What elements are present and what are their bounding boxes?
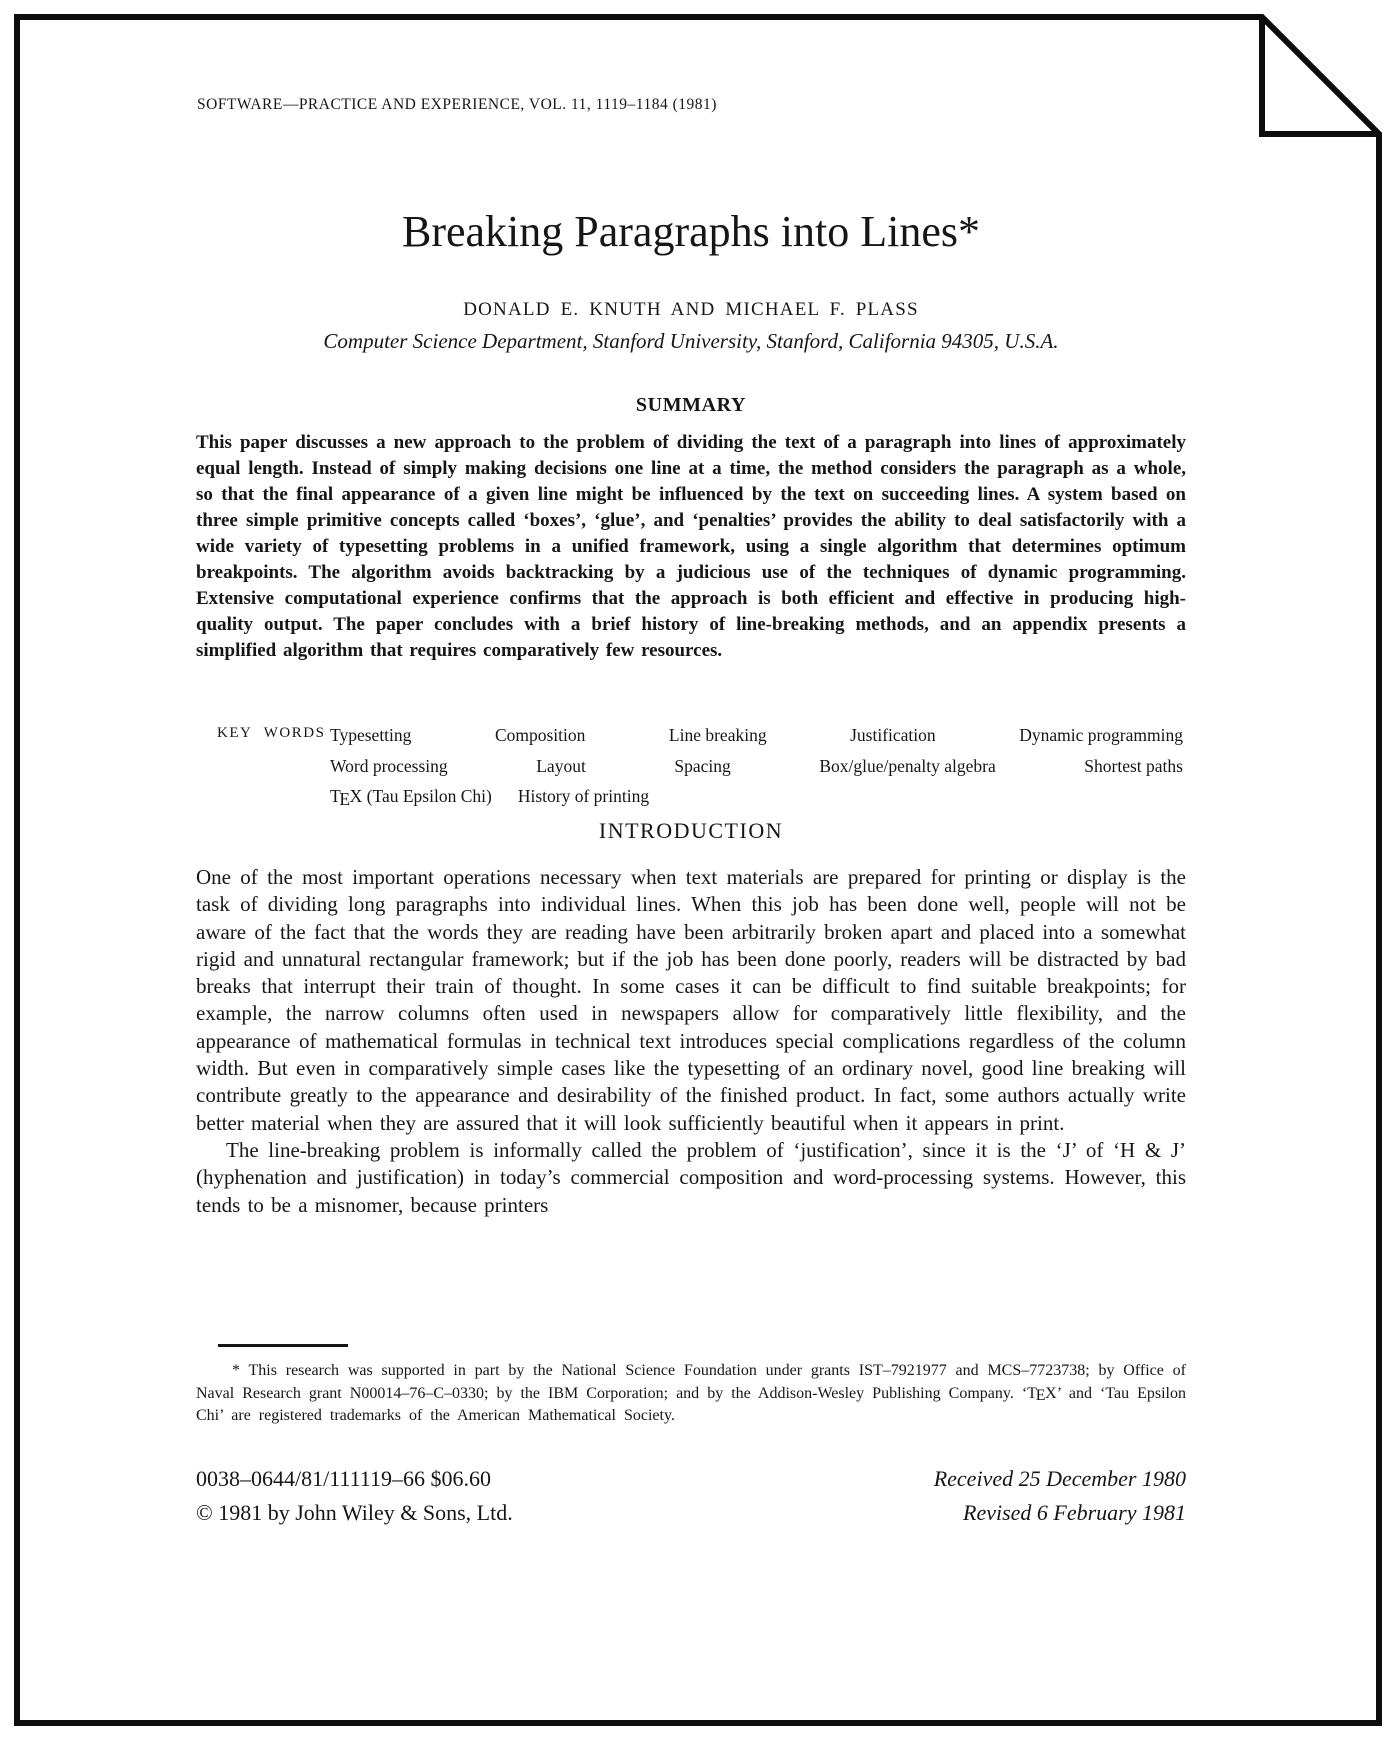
received-date: Received 25 December 1980: [933, 1466, 1186, 1491]
footnote-rule: [218, 1344, 348, 1347]
imprint-block: [196, 1462, 1186, 1530]
keyword: Word processing: [330, 755, 448, 776]
revised-date: Revised 6 February 1981: [963, 1500, 1186, 1525]
keyword: Layout: [536, 755, 586, 776]
keyword: Justification: [850, 725, 936, 745]
issn-price-line: 0038–0644/81/111119–66 $06.60: [196, 1466, 491, 1491]
keyword: Spacing: [674, 755, 731, 776]
keywords-row-2: [330, 751, 1183, 782]
imprint-row-1: [196, 1462, 1186, 1496]
keyword: History of printing: [517, 786, 650, 806]
affiliation-line: Computer Science Department, Stanford University, Stanford, California 94305, U.S.A.: [323, 329, 1059, 353]
keyword: Box/glue/penalty algebra: [819, 755, 996, 776]
keywords-row-1: [330, 720, 1183, 751]
introduction-body: [196, 864, 1186, 1219]
summary-text: This paper discusses a new approach to the problem of dividing the text of a paragraph into lines of approximately equal length. Instead of simply making decisions one line at a time, the method considers the paragraph as a whole, so that the final appearance of a given line might be influenced by the text on succeeding lines. A system based on three simple primitive concepts called ‘boxes’, ‘glue’, and ‘penalties’ provides the ability to deal satisfactorily with a wide variety of typesetting problems in a unified framework, using a single algorithm that determines optimum breakpoints. The algorithm avoids backtracking by a judicious use of the techniques of dynamic programming. Extensive computational experience confirms that the approach is both efficient and effective in producing high-quality output. The paper concludes with a brief history of line-breaking methods, and an appendix presents a simplified algorithm that requires comparatively few resources.: [196, 432, 1186, 661]
keyword: TEX (Tau Epsilon Chi): [330, 786, 492, 810]
copyright-line: © 1981 by John Wiley & Sons, Ltd.: [196, 1500, 513, 1525]
keyword: Composition: [494, 725, 586, 745]
keyword: Dynamic programming: [1019, 725, 1183, 745]
keyword: Shortest paths: [1084, 755, 1183, 776]
intro-paragraph-2: The line-breaking problem is informally called the problem of ‘justification’, since it is the ‘J’ of ‘H & J’ (hyphenation and justification) in today’s commercial composition and word-processing systems. However, this tends to be a misnomer, because printers: [196, 1137, 1186, 1217]
summary-heading: SUMMARY: [635, 394, 747, 416]
keywords-list: [330, 720, 1183, 812]
keywords-row-3: [330, 781, 1183, 812]
introduction-heading: INTRODUCTION: [598, 818, 784, 843]
keyword: Typesetting: [330, 725, 412, 745]
keyword: Line breaking: [668, 725, 767, 745]
imprint-row-2: [196, 1496, 1186, 1530]
footnote-text: * This research was supported in part by the National Science Foundation under grants IST–7921977 and MCS–7723738; by Office of Naval Research grant N00014–76–C–0330; by the IBM Corporation; and by the Addison-Wesley Publishing Company. ‘TEX’ and ‘Tau Epsilon Chi’ are registered trademarks of the American Mathematical Society.: [196, 1362, 1186, 1425]
keywords-label: KEY WORDS: [217, 725, 326, 741]
authors-line: DONALD E. KNUTH AND MICHAEL F. PLASS: [463, 299, 919, 320]
journal-header-line: SOFTWARE—PRACTICE AND EXPERIENCE, VOL. 11, 1119–1184 (1981): [197, 96, 717, 113]
intro-paragraph-1: One of the most important operations necessary when text materials are prepared for printing or display is the task of dividing long paragraphs into individual lines. When this job has been done well, people will not be aware of the fact that the words they are reading have been arbitrarily broken apart and placed into a somewhat rigid and unnatural rectangular framework; but if the job has been done poorly, readers will be distracted by bad breaks that interrupt their train of thought. In some cases it can be difficult to find suitable breakpoints; for example, the narrow columns often used in newspapers allow for comparatively little flexibility, and the appearance of mathematical formulas in technical text introduces special complications regardless of the column width. But even in comparatively simple cases like the typesetting of an ordinary novel, good line breaking will contribute greatly to the appearance and desirability of the finished product. In fact, some authors actually write better material when they are assured that it will look sufficiently beautiful when it appears in print.: [196, 865, 1186, 1135]
paper-title: Breaking Paragraphs into Lines*: [402, 207, 980, 256]
